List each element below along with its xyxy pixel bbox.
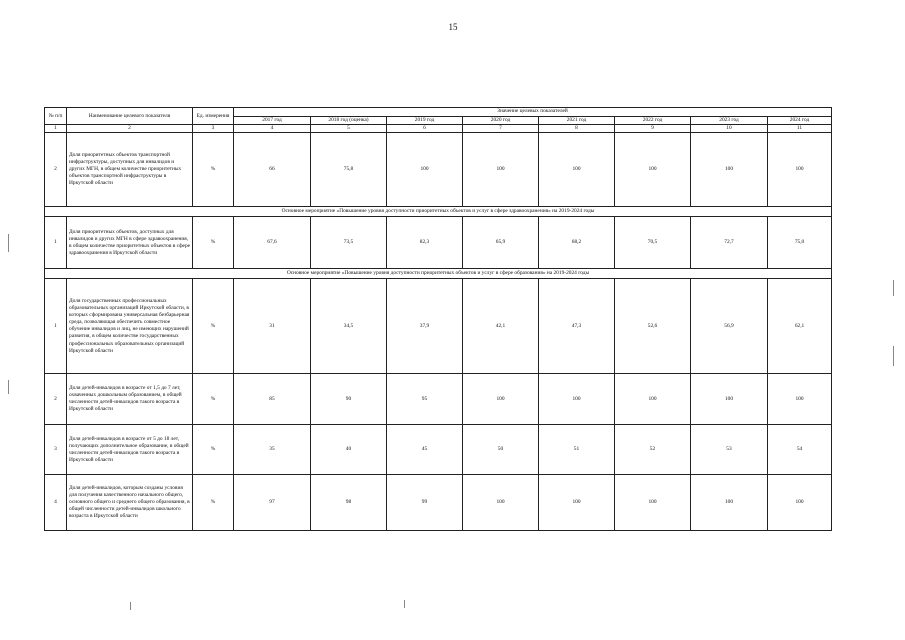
row-value: 54 — [768, 425, 832, 475]
row-value: 73,5 — [311, 217, 387, 269]
table-row — [45, 279, 832, 374]
scan-mark — [893, 346, 894, 366]
row-value: 100 — [539, 133, 615, 207]
section-heading-row — [45, 207, 832, 217]
row-num: 1 — [45, 279, 67, 374]
scan-mark — [8, 380, 9, 394]
scan-mark — [893, 280, 894, 296]
header-unit: Ед. измерения — [193, 108, 234, 125]
scan-mark — [404, 600, 405, 608]
column-number: 7 — [463, 125, 539, 133]
table-row — [45, 217, 832, 269]
target-indicators-table — [44, 107, 832, 531]
row-value: 34,5 — [311, 279, 387, 374]
row-value: 42,1 — [463, 279, 539, 374]
header-name: Наименование целевого показателя — [67, 108, 193, 125]
row-value: 53 — [691, 425, 768, 475]
row-value: 82,3 — [387, 217, 463, 269]
row-value: 100 — [539, 374, 615, 425]
header-year: 2017 год — [234, 117, 311, 125]
row-value: 100 — [615, 133, 691, 207]
column-number: 3 — [193, 125, 234, 133]
row-unit: % — [193, 279, 234, 374]
row-num: 3 — [45, 425, 67, 475]
row-value: 90 — [311, 374, 387, 425]
row-value: 68,2 — [539, 217, 615, 269]
row-value: 47,3 — [539, 279, 615, 374]
row-value: 100 — [387, 133, 463, 207]
row-value: 56,9 — [691, 279, 768, 374]
scan-mark — [8, 234, 9, 252]
row-value: 50 — [463, 425, 539, 475]
row-name: Доля детей-инвалидов в возрасте от 5 до 18 лет, получающих дополнительное образование, в общей численности детей-инвалидов такого возраста в Иркутской области — [67, 425, 193, 475]
row-unit: % — [193, 425, 234, 475]
row-value: 35 — [234, 425, 311, 475]
header-num: № п/п — [45, 108, 67, 125]
row-value: 65,9 — [463, 217, 539, 269]
section-heading-healthcare: Основное мероприятие «Повышение уровня доступности приоритетных объектов и услуг в сфере здравоохранения» на 2019-2024 годы — [45, 207, 832, 217]
section-heading-row — [45, 269, 832, 279]
row-value: 45 — [387, 425, 463, 475]
row-num: 4 — [45, 475, 67, 531]
header-year: 2020 год — [463, 117, 539, 125]
row-value: 97 — [234, 475, 311, 531]
page-number: 15 — [448, 22, 458, 32]
row-value: 40 — [311, 425, 387, 475]
column-number: 10 — [691, 125, 768, 133]
row-value: 37,9 — [387, 279, 463, 374]
row-value: 100 — [463, 133, 539, 207]
row-value: 100 — [768, 475, 832, 531]
row-value: 100 — [768, 133, 832, 207]
header-row — [45, 108, 832, 117]
row-name: Доля детей-инвалидов, которым созданы условия для получения качественного начального общего, основного общего и среднего общего образования, в общей численности детей-инвалидов школьного возраста в Иркутской области — [67, 475, 193, 531]
row-value: 51 — [539, 425, 615, 475]
section-heading-education: Основное мероприятие «Повышение уровня доступности приоритетных объектов и услуг в сфере образования» на 2019-2024 годы — [45, 269, 832, 279]
column-number: 5 — [311, 125, 387, 133]
row-value: 100 — [463, 475, 539, 531]
table-row — [45, 425, 832, 475]
row-num: 2 — [45, 374, 67, 425]
row-value: 52,6 — [615, 279, 691, 374]
row-value: 100 — [615, 475, 691, 531]
row-value: 100 — [615, 374, 691, 425]
row-value: 100 — [539, 475, 615, 531]
column-number: 1 — [45, 125, 67, 133]
row-name: Доля приоритетных объектов транспортной инфраструктуры, доступных для инвалидов и других МГН, в общем количестве приоритетных объектов транспортной инфраструктуры в Иркутской области — [67, 133, 193, 207]
column-number: 9 — [615, 125, 691, 133]
row-value: 85 — [234, 374, 311, 425]
row-value: 62,1 — [768, 279, 832, 374]
column-number: 6 — [387, 125, 463, 133]
row-unit: % — [193, 217, 234, 269]
row-value: 95 — [387, 374, 463, 425]
row-value: 100 — [691, 475, 768, 531]
row-value: 70,5 — [615, 217, 691, 269]
row-value: 66 — [234, 133, 311, 207]
column-number: 2 — [67, 125, 193, 133]
column-number: 11 — [768, 125, 832, 133]
row-value: 72,7 — [691, 217, 768, 269]
column-number: 4 — [234, 125, 311, 133]
row-value: 67,6 — [234, 217, 311, 269]
header-values: Значение целевых показателей — [234, 108, 832, 117]
row-value: 100 — [691, 374, 768, 425]
row-unit: % — [193, 475, 234, 531]
row-name: Доля приоритетных объектов, доступных для инвалидов и других МГН в сфере здравоохранения, в общем количестве приоритетных объектов в сфере здравоохранения в Иркутской области — [67, 217, 193, 269]
row-value: 100 — [463, 374, 539, 425]
row-value: 99 — [387, 475, 463, 531]
row-num: 2 — [45, 133, 67, 207]
row-value: 100 — [768, 374, 832, 425]
header-year: 2021 год — [539, 117, 615, 125]
row-name: Доля детей-инвалидов в возрасте от 1,5 до 7 лет, охваченных дошкольным образованием, в общей численности детей-инвалидов такого возраста в Иркутской области — [67, 374, 193, 425]
row-num: 1 — [45, 217, 67, 269]
column-number: 8 — [539, 125, 615, 133]
row-value: 75,0 — [768, 217, 832, 269]
table-row — [45, 133, 832, 207]
row-unit: % — [193, 374, 234, 425]
row-value: 98 — [311, 475, 387, 531]
header-year: 2018 год (оценка) — [311, 117, 387, 125]
table-row — [45, 475, 832, 531]
table-row — [45, 374, 832, 425]
column-numbers-row — [45, 125, 832, 133]
row-unit: % — [193, 133, 234, 207]
header-year: 2024 год — [768, 117, 832, 125]
row-value: 52 — [615, 425, 691, 475]
row-value: 31 — [234, 279, 311, 374]
row-name: Доля государственных профессиональных образовательных организаций Иркутской области, в которых сформирована универсальная безбарьерная среда, позволяющая обеспечить совместное обучение инвалидов и лиц, не имеющих нарушений развития, в общем количестве государственных профессиональных образовательных организаций Иркутской области — [67, 279, 193, 374]
row-value: 100 — [691, 133, 768, 207]
header-year: 2023 год — [691, 117, 768, 125]
header-year: 2022 год — [615, 117, 691, 125]
row-value: 75,8 — [311, 133, 387, 207]
header-year: 2019 год — [387, 117, 463, 125]
scan-mark — [130, 602, 131, 610]
